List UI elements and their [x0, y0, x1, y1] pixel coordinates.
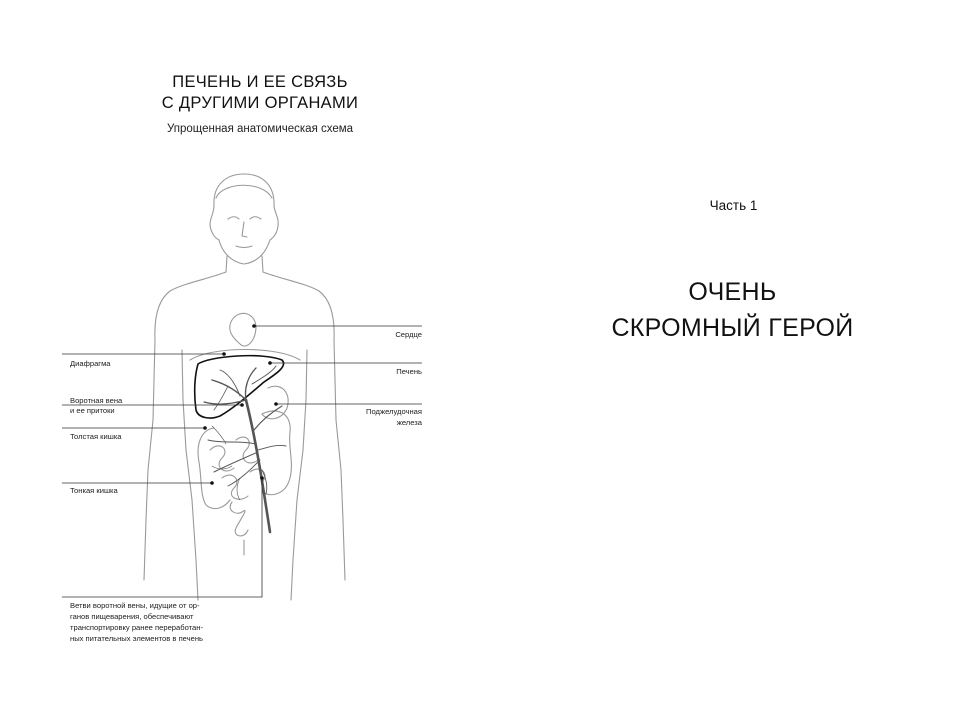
- caption-line-3: транспортировку ранее переработан-: [70, 623, 203, 632]
- caption-line-2: ганов пищеварения, обеспечивают: [70, 612, 194, 621]
- figure-title-line-1: ПЕЧЕНЬ И ЕЕ СВЯЗЬ: [172, 73, 348, 91]
- label-diaphragm: Диафрагма: [70, 359, 111, 368]
- figure-subtitle: Упрощенная анатомическая схема: [166, 123, 354, 135]
- label-liver: Печень: [396, 367, 422, 376]
- label-colon: Толстая кишка: [70, 432, 122, 441]
- part-title: [485, 274, 970, 346]
- label-pancreas-line-1: Поджелудочная: [366, 407, 422, 416]
- figure-caption: [70, 600, 270, 644]
- label-small-intestine: Тонкая кишка: [70, 486, 118, 495]
- label-portal-vein-line-2: и ее притоки: [70, 406, 115, 415]
- part-title-line-2: СКРОМНЫЙ ГЕРОЙ: [611, 314, 854, 342]
- label-pancreas-line-2: железа: [396, 418, 422, 427]
- label-heart: Сердце: [395, 330, 422, 339]
- part-label: Часть 1: [709, 198, 758, 213]
- figure-title-line-2: С ДРУГИМИ ОРГАНАМИ: [161, 94, 359, 112]
- caption-line-4: ных питательных элементов в печень: [70, 634, 203, 643]
- label-leader-lines: [62, 326, 422, 597]
- label-portal-vein-line-1: Воротная вена: [70, 396, 123, 405]
- part-title-line-1: ОЧЕНЬ: [688, 278, 777, 306]
- portal-vein-branches: [204, 366, 286, 532]
- caption-line-1: Ветви воротной вены, идущие от ор-: [70, 601, 200, 610]
- label-leader-dots: [203, 324, 278, 485]
- right-page: [485, 0, 970, 728]
- body-outline: [144, 174, 345, 600]
